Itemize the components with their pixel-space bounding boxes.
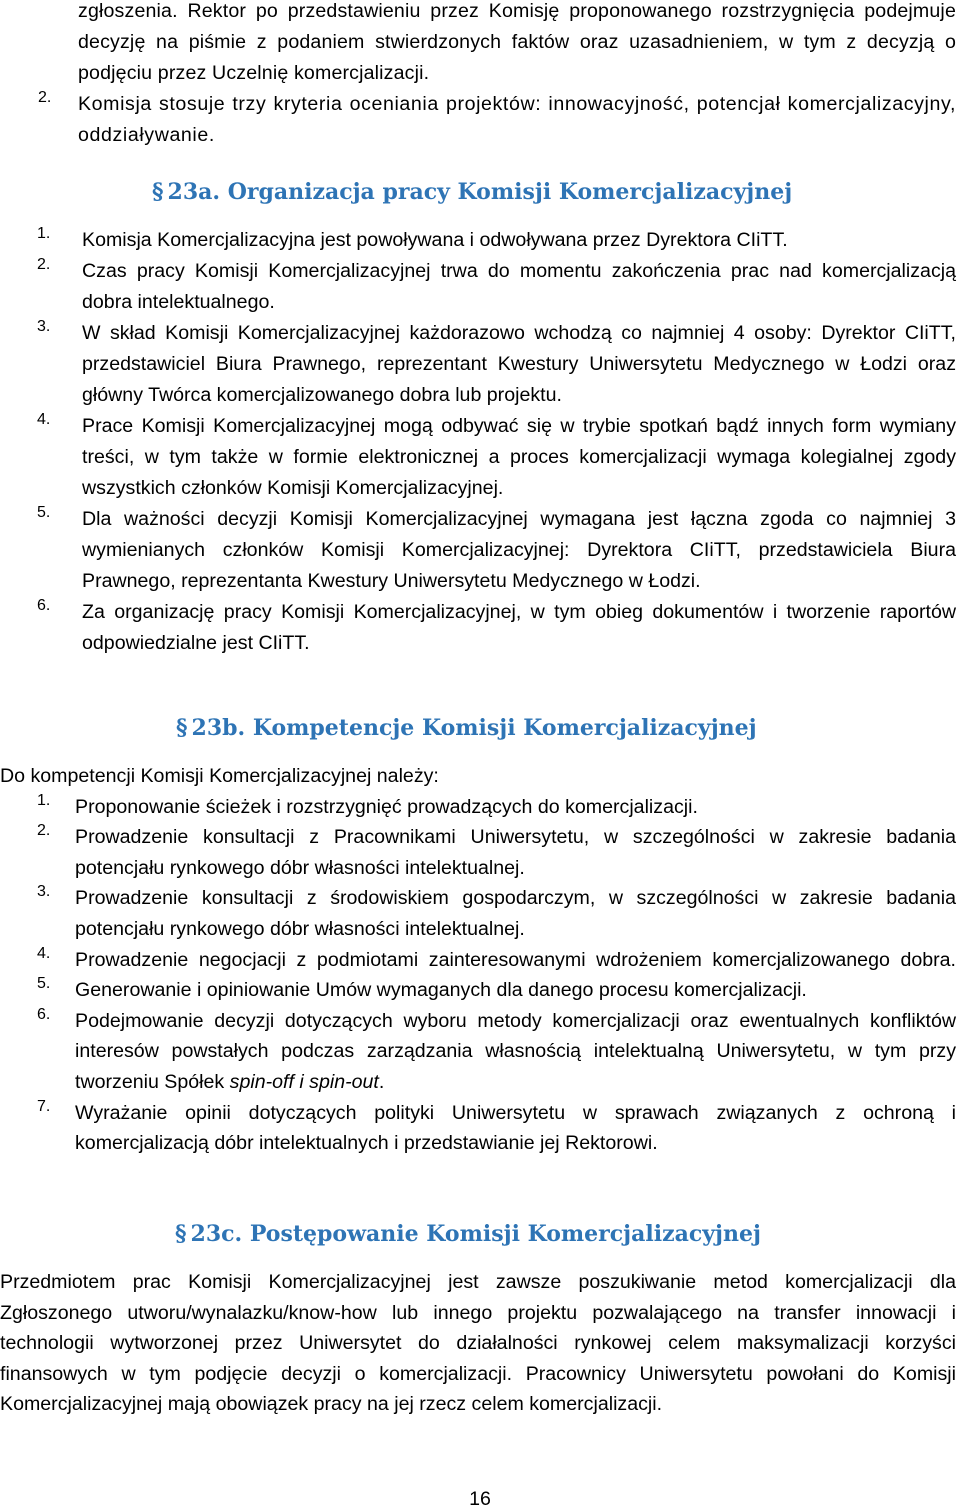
list-item-text: Komisja stosuje trzy kryteria oceniania projektów: innowacyjność, potencjał komercjalizacyjny, oddziaływanie. [78,93,956,146]
list-item-text: Czas pracy Komisji Komercjalizacyjnej trwa do momentu zakończenia prac nad komercjalizacją dobra intelektualnego. [82,260,956,313]
italic-term: spin-out [309,1070,379,1093]
list-item [37,975,956,1006]
section-title: 23b. Kompetencje Komisji Komercjalizacyjnej [191,715,757,741]
list-number: 6. [37,597,51,614]
list-item [37,597,956,659]
list-number: 2. [38,89,52,106]
list-item-text-content: Prowadzenie negocjacji z podmiotami zainteresowanymi wdrożeniem komercjalizowanego dobra. [75,948,956,971]
list-number: 3. [37,318,51,335]
list-item [37,1097,956,1159]
list-number: 1. [37,791,51,809]
list-item [37,883,956,944]
intro-block [0,0,960,89]
list-item [37,1005,956,1098]
section-23b-body [0,761,960,1159]
section-title: 23c. Postępowanie Komisji Komercjalizacyjnej [190,1221,761,1247]
sentence-end: . [378,1070,385,1093]
list-item [37,822,956,883]
list-item-text: Komisja Komercjalizacyjna jest powoływana i odwoływana przez Dyrektora CIiTT. [82,229,788,251]
list-item [37,225,956,256]
list-number: 5. [37,504,51,521]
list-item [37,504,956,597]
list-number: 4. [37,944,51,962]
section-title: 23a. Organizacja pracy Komisji Komercjalizacyjnej [167,179,793,205]
list-number: 6. [37,1005,51,1023]
section-symbol: § [175,1221,187,1247]
section-23a-heading [0,172,960,212]
list-item [37,256,956,318]
list-number: 1. [37,225,51,242]
section-23c-body [0,1267,960,1420]
section-23c-heading [0,1214,960,1254]
section-symbol: § [152,179,164,205]
list-item [37,791,956,823]
list-item-text [75,945,956,976]
list-item-text: Dla ważności decyzji Komisji Komercjalizacyjnej wymagana jest łączna zgoda co najmniej 3 wymienianych członków Komisji Komercjalizacyjnej: Dyrektora CIiTT, przedstawiciela Biura Prawnego, reprezentanta Kwestury Uniwersytetu Medycznego w Łodzi. [82,508,956,592]
list-item-text [75,1006,956,1098]
page-number: 16 [469,1488,491,1510]
section-23a-list [0,225,960,659]
list-item-text: Prowadzenie konsultacji z środowiskiem gospodarczym, w szczególności w zakresie badania potencjału rynkowego dóbr własności intelektualnej. [75,887,956,940]
italic-term: spin-off [229,1070,294,1093]
list-number: 2. [37,822,51,840]
list-item-text: W skład Komisji Komercjalizacyjnej każdorazowo wchodzą co najmniej 4 osoby: Dyrektor CIiTT, przedstawiciel Biura Prawnego, reprezentant Kwestury Uniwersytetu Medycznego w Łodzi oraz główny Twórca komercjalizowanego dobra lub projektu. [82,322,956,406]
list-item-text-content: Podejmowanie decyzji dotyczących wyboru metody komercjalizacji oraz ewentualnych konfliktów interesów powstałych podczas zarządzania własnością intelektualną Uniwersytetu, w tym przy tworzeniu Spółek [75,1009,956,1093]
section-paragraph: Przedmiotem prac Komisji Komercjalizacyjnej jest zawsze poszukiwanie metod komercjalizacji dla Zgłoszonego utworu/wynalazku/know-how lub innego projektu pozwalającego na transfer innowacji i technologii wytworzonej przez Uniwersytet do działalności rynkowej celem maksymalizacji korzyści finansowych w tym podjęcie decyzji o komercjalizacji. Pracownicy Uniwersytetu powołani do Komisji Komercjalizacyjnej mają obowiązek pracy na jej rzecz celem komercjalizacji. [0,1271,956,1416]
section-symbol: § [176,715,188,741]
list-item-text: Generowanie i opiniowanie Umów wymaganych dla danego procesu komercjalizacji. [75,979,807,1002]
list-item-text: Za organizację pracy Komisji Komercjalizacyjnej, w tym obieg dokumentów i tworzenie raportów odpowiedzialne jest CIiTT. [82,601,956,654]
list-item-text: Wyrażanie opinii dotyczących polityki Uniwersytetu w sprawach związanych z ochroną i komercjalizacją dóbr intelektualnych i przedstawianie jej Rektorowi. [75,1101,956,1155]
list-number: 7. [37,1097,51,1115]
list-item-text: Prace Komisji Komercjalizacyjnej mogą odbywać się w trybie spotkań bądź innych form wymiany treści, w tym także w formie elektronicznej a proces komercjalizacji wymaga kolegialnej zgody wszystkich członków Komisji Komercjalizacyjnej. [82,415,956,499]
italic-connector: i [293,1070,310,1093]
list-number: 3. [37,883,51,901]
list-item [37,318,956,411]
intro-item-2 [0,89,960,151]
intro-continuation: zgłoszenia. Rektor po przedstawieniu przez Komisję proponowanego rozstrzygnięcia podejmuje decyzję na piśmie z podaniem stwierdzonych faktów oraz uzasadnieniem, w tym z decyzją o podjęciu przez Uczelnię komercjalizacji. [78,0,956,84]
list-number: 5. [37,975,51,993]
section-lead: Do kompetencji Komisji Komercjalizacyjnej należy: [0,765,439,787]
list-item-text: Proponowanie ścieżek i rozstrzygnięć prowadzących do komercjalizacji. [75,795,698,818]
list-number: 2. [37,256,51,273]
list-number: 4. [37,411,51,428]
section-23b-heading [0,708,960,748]
list-item [37,944,956,976]
list-item [37,411,956,504]
list-item-text: Prowadzenie konsultacji z Pracownikami Uniwersytetu, w szczególności w zakresie badania potencjału rynkowego dóbr własności intelektualnej. [75,826,956,879]
